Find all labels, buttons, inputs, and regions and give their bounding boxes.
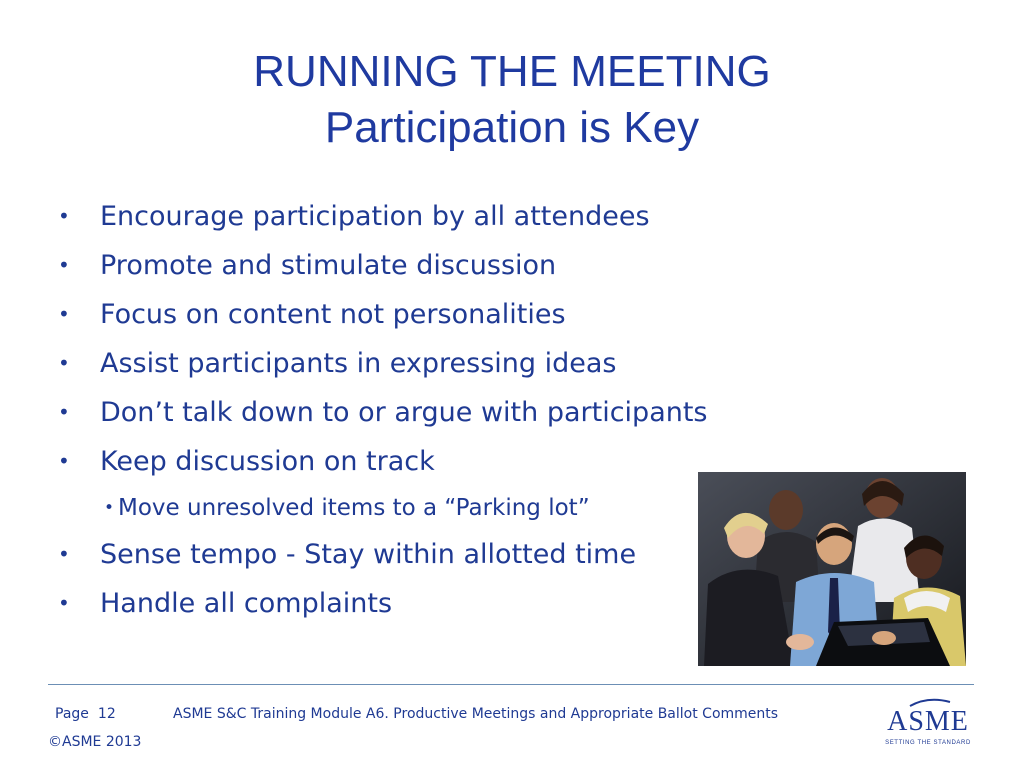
bullet-text: Promote and stimulate discussion (100, 250, 557, 281)
bullet-dot: • (58, 542, 70, 566)
footer-divider (48, 684, 974, 685)
bullet-item (58, 388, 718, 437)
bullet-item (58, 339, 718, 388)
asme-logo (880, 694, 976, 754)
meeting-photo (698, 472, 966, 666)
bullet-dot: • (58, 591, 70, 615)
svg-text:ASME: ASME (887, 706, 969, 737)
bullet-dot: • (58, 253, 70, 277)
bullet-dot: • (58, 400, 70, 424)
bullet-item (58, 290, 718, 339)
copyright-notice: ©ASME 2013 (48, 734, 142, 750)
bullet-item (58, 241, 718, 290)
bullet-text: Handle all complaints (100, 588, 393, 619)
sub-bullet-dot: • (104, 498, 115, 518)
sub-bullet-item (58, 486, 718, 530)
bullet-dot: • (58, 449, 70, 473)
bullet-dot: • (58, 204, 70, 228)
slide-title (0, 44, 1024, 156)
bullet-dot: • (58, 302, 70, 326)
title-line-1: RUNNING THE MEETING (253, 47, 771, 96)
bullet-text: Encourage participation by all attendees (100, 201, 650, 232)
bullet-text: Sense tempo - Stay within allotted time (100, 539, 637, 570)
sub-bullet-text: Move unresolved items to a “Parking lot” (118, 495, 590, 521)
bullet-text: Don’t talk down to or argue with participants (100, 397, 708, 428)
svg-text:SETTING THE STANDARD: SETTING THE STANDARD (885, 740, 971, 746)
page-indicator (55, 706, 125, 722)
bullet-item (58, 530, 718, 579)
bullet-text: Assist participants in expressing ideas (100, 348, 617, 379)
bullet-text: Keep discussion on track (100, 446, 435, 477)
bullet-text: Focus on content not personalities (100, 299, 566, 330)
bullet-item (58, 192, 718, 241)
bullet-list (58, 192, 718, 628)
bullet-item (58, 579, 718, 628)
title-line-2: Participation is Key (324, 103, 700, 152)
page-label: Page (55, 706, 89, 722)
page-number: 12 (97, 706, 116, 722)
bullet-item (58, 437, 718, 486)
bullet-dot: • (58, 351, 70, 375)
module-caption: ASME S&C Training Module A6. Productive Meetings and Appropriate Ballot Comments (173, 706, 779, 722)
